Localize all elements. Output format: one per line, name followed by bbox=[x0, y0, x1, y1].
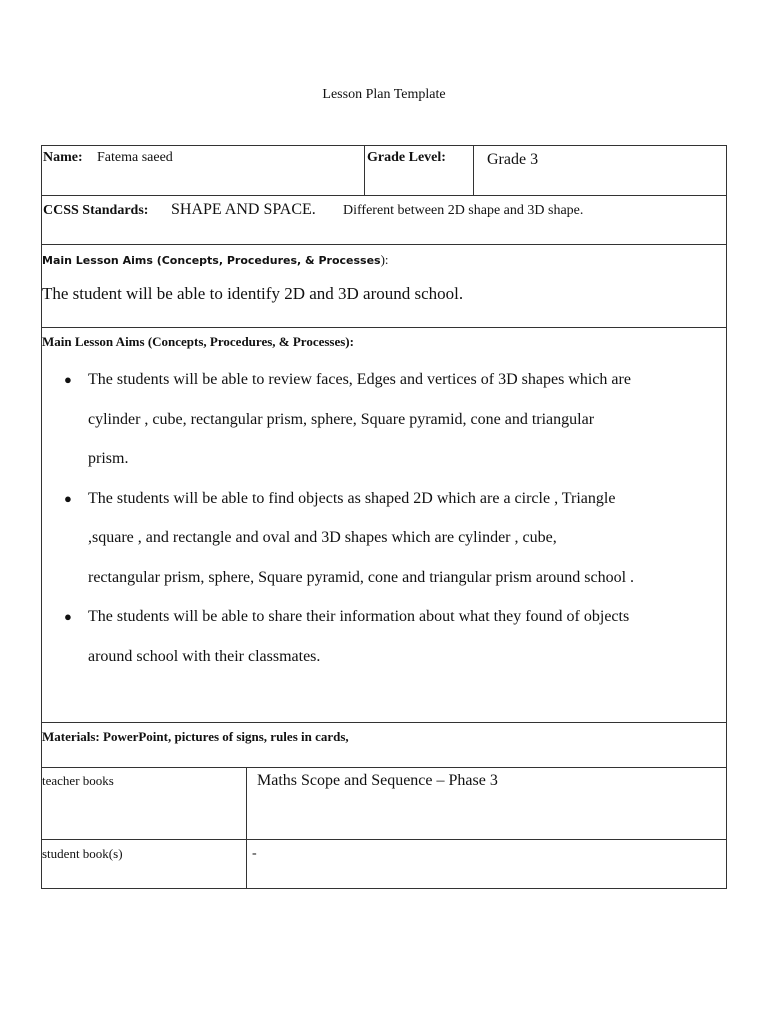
list-item-line: The students will be able to find objects as shaped 2D which are a circle , Triangle bbox=[88, 489, 616, 507]
name-label: Name: bbox=[43, 150, 83, 165]
name-value: Fatema saeed bbox=[97, 150, 173, 165]
student-books-row bbox=[41, 839, 727, 889]
ccss-topic: SHAPE AND SPACE. bbox=[171, 201, 316, 218]
grade-level-label: Grade Level: bbox=[367, 150, 446, 165]
bullet-icon: ● bbox=[64, 609, 72, 624]
list-item-line: cylinder , cube, rectangular prism, sphere, Square pyramid, cone and triangular bbox=[88, 410, 595, 428]
list-item-line: The students will be able to share their information about what they found of objects bbox=[88, 608, 630, 625]
bullet-icon: ● bbox=[64, 490, 72, 506]
list-item-line: prism. bbox=[88, 450, 129, 467]
list-item bbox=[64, 597, 768, 676]
aims-2-list bbox=[42, 360, 768, 676]
document-title: Lesson Plan Template bbox=[322, 87, 446, 102]
ccss-label: CCSS Standards: bbox=[43, 203, 149, 218]
teacher-books-label: teacher books bbox=[42, 773, 114, 788]
aims-1-heading-text: Main Lesson Aims (Concepts, Procedures, & Processes bbox=[42, 254, 381, 267]
aims-1-heading bbox=[42, 251, 389, 269]
list-item bbox=[64, 360, 768, 479]
list-item-line: ,square , and rectangle and oval and 3D shapes which are cylinder , cube, bbox=[88, 529, 557, 546]
list-item-line: rectangular prism, sphere, Square pyramid, cone and triangular prism around school . bbox=[88, 568, 635, 586]
bullet-icon: ● bbox=[64, 372, 72, 387]
teacher-books-value: Maths Scope and Sequence – Phase 3 bbox=[257, 772, 498, 789]
list-item bbox=[64, 479, 768, 598]
list-item-line: The students will be able to review faces, Edges and vertices of 3D shapes which are bbox=[88, 371, 631, 388]
student-books-label: student book(s) bbox=[42, 846, 123, 861]
grade-level-value: Grade 3 bbox=[487, 151, 539, 168]
materials-label: Materials: PowerPoint, pictures of signs, rules in cards, bbox=[42, 729, 349, 744]
list-item-line: around school with their classmates. bbox=[88, 647, 321, 665]
aims-1-heading-suffix: ): bbox=[380, 252, 389, 267]
aims-1-text: The student will be able to identify 2D and 3D around school. bbox=[42, 284, 464, 303]
ccss-detail: Different between 2D shape and 3D shape. bbox=[343, 203, 584, 218]
student-books-value: - bbox=[252, 846, 257, 861]
aims-2-heading: Main Lesson Aims (Concepts, Procedures, & Processes): bbox=[42, 334, 354, 349]
